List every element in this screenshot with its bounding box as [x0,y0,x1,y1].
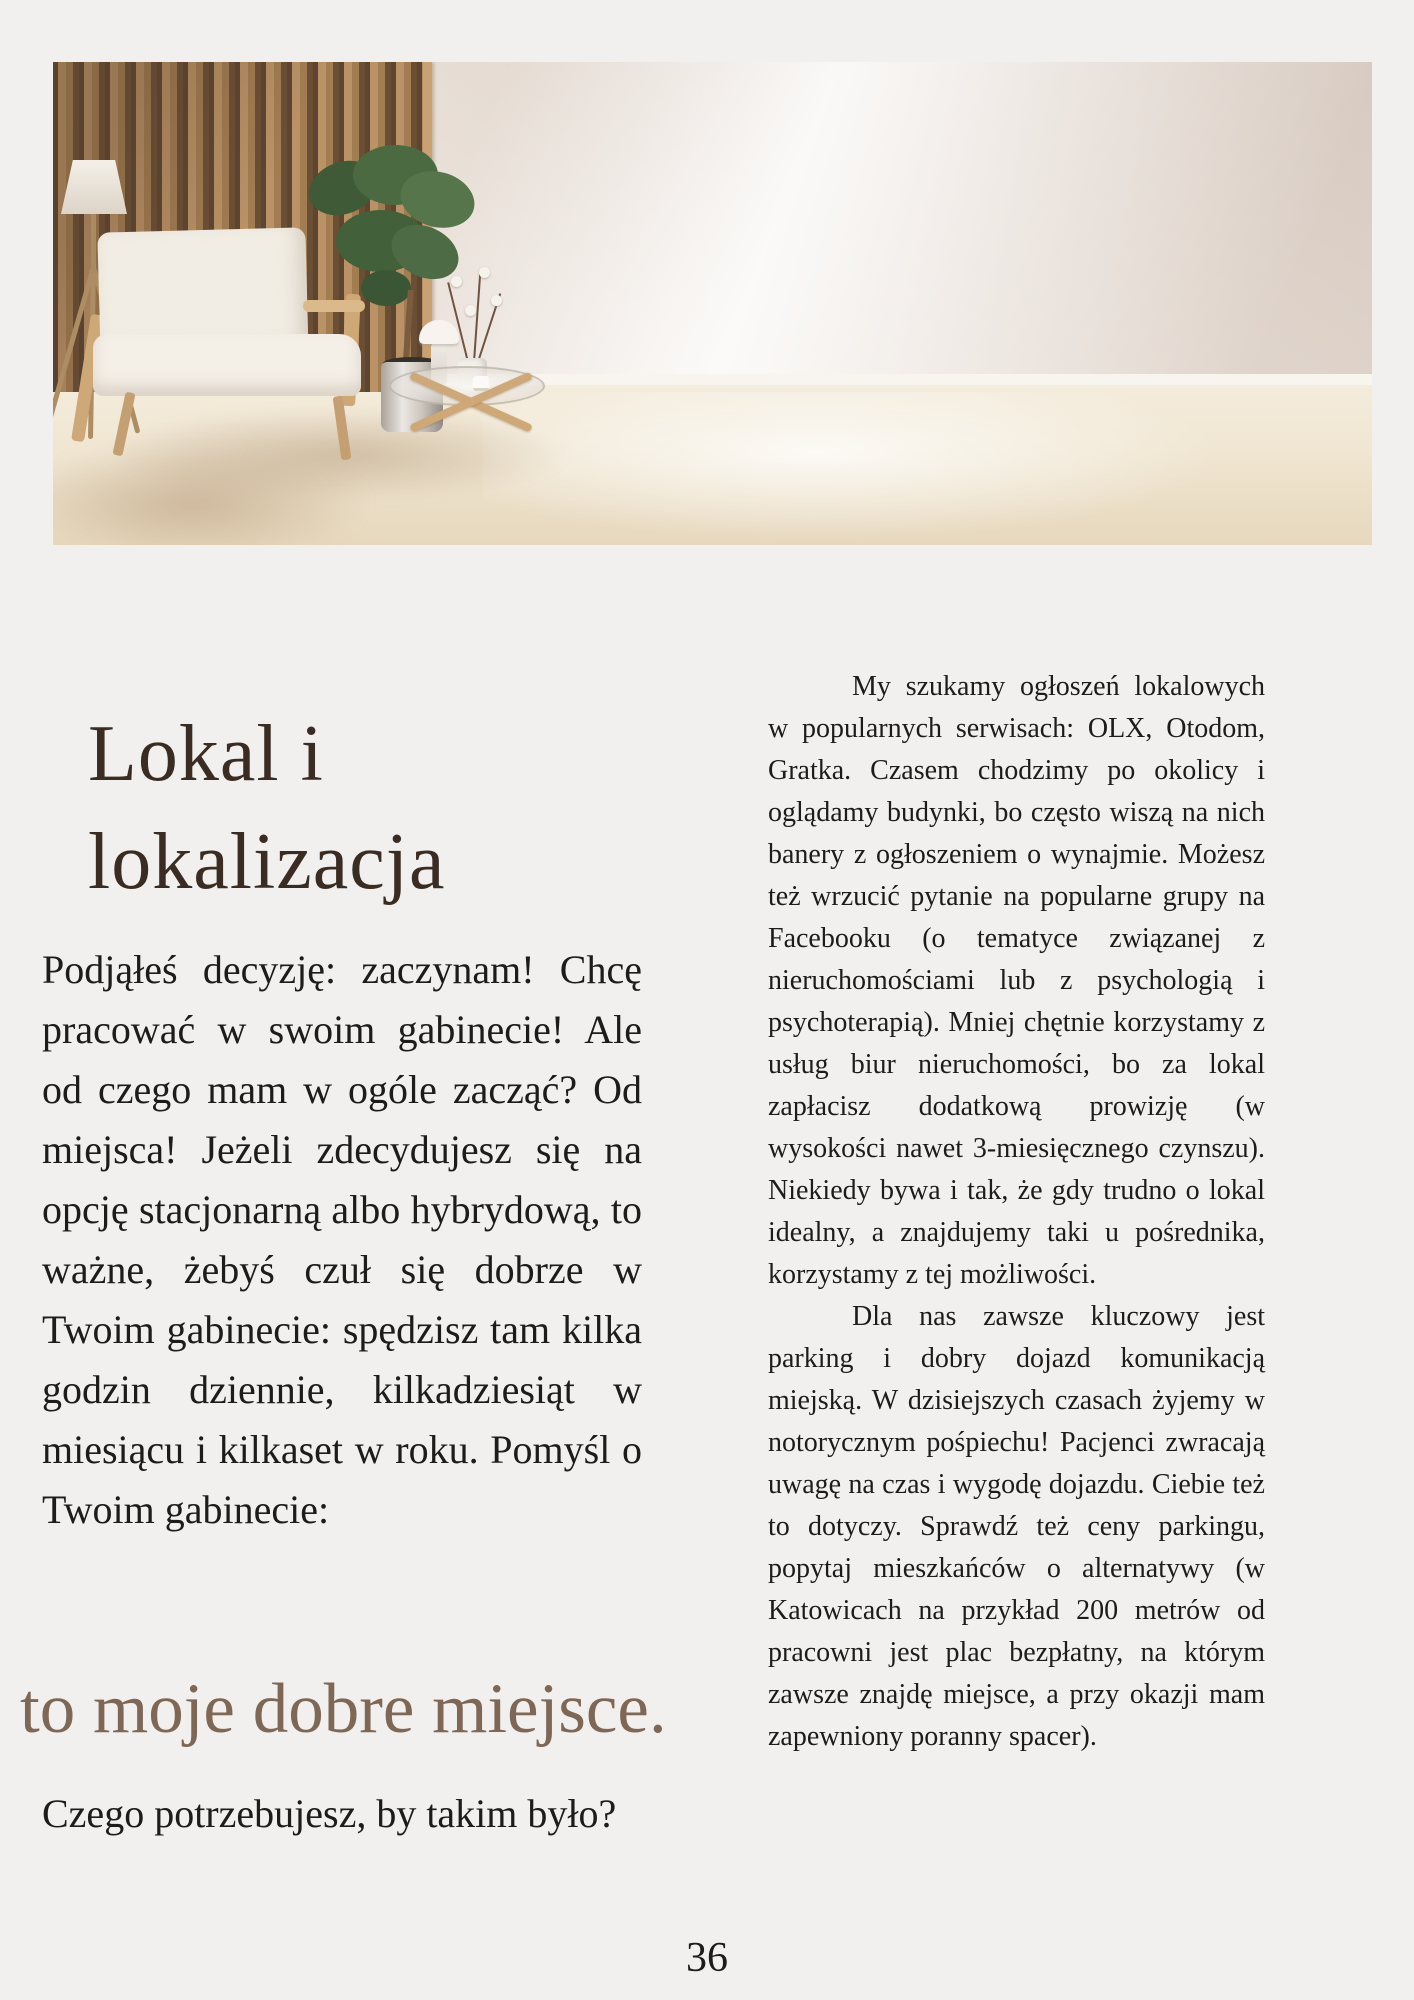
right-column [768,666,1265,1758]
cotton-flower [479,267,490,278]
cotton-flower [491,295,502,306]
sofa-seat-cushion [93,334,361,396]
callout-quote: to moje dobre miejsce. [20,1670,667,1748]
title-line-1: Lokal i [88,710,324,798]
baseboard [431,374,1372,385]
cotton-flower [465,305,476,316]
coffee-cup [473,376,489,391]
title-line-2: lokalizacja [88,818,446,906]
parking-paragraph: Dla nas zawsze kluczowy jest parking i dobry dojazd komunikacją miejską. W dzisiejszych czasach żyjemy w notorycznym pośpiechu! Pacjenci zwracają uwagę na czas i wygodę dojazdu. Ciebie też to dotyczy. Sprawdź też ceny parkingu, popytaj mieszkańców o alternatywy (w Katowicach na przykład 200 metrów od pracowni jest plac bezpłatny, na którym zawsze znajdę miejsce, a przy okazji mam zapewniony poranny spacer). [768,1301,1265,1752]
search-paragraph: My szukamy ogłoszeń lokalowych w popularnych serwisach: OLX, Otodom, Gratka. Czasem chodzimy po okolicy i oglądamy budynki, bo często wiszą na nich banery z ogłoszeniem o wynajmie. Możesz też wrzucić pytanie na popularne grupy na Facebooku (o tematyce związanej z nieruchomościami lub z psychologią i psychoterapią). Mniej chętnie korzystamy z usług biur nieruchomości, bo za lokal zapłacisz dodatkową prowizję (w wysokości nawet 3-miesięcznego czynszu). Niekiedy bywa i tak, że gdy trudno o lokal idealny, a znajdujemy taki u pośrednika, korzystamy z tej możliwości. [768,671,1265,1290]
question-paragraph: Czego potrzebujesz, by takim było? [42,1791,617,1836]
sofa-shadow [53,442,373,545]
page-number: 36 [686,1935,728,1981]
lamp-pole [91,212,96,274]
hero-image [53,62,1372,545]
sunlight-floor-patch [483,392,1223,542]
cotton-flower [451,276,462,287]
intro-paragraph: Podjąłeś decyzję: zaczynam! Chcę pracować w swoim gabinecie! Ale od czego mam w ogóle zacząć? Od miejsca! Jeżeli zdecydujesz się na opcję stacjonarną albo hybrydową, to ważne, żebyś czuł się dobrze w Twoim gabinecie: spędzisz tam kilka godzin dziennie, kilkadziesiąt w miesiącu i kilkaset w roku. Pomyśl o Twoim gabinecie: [42,947,642,1532]
sofa-armrest-top [303,300,365,312]
page-title [88,700,445,916]
plant-leaves [361,270,411,306]
